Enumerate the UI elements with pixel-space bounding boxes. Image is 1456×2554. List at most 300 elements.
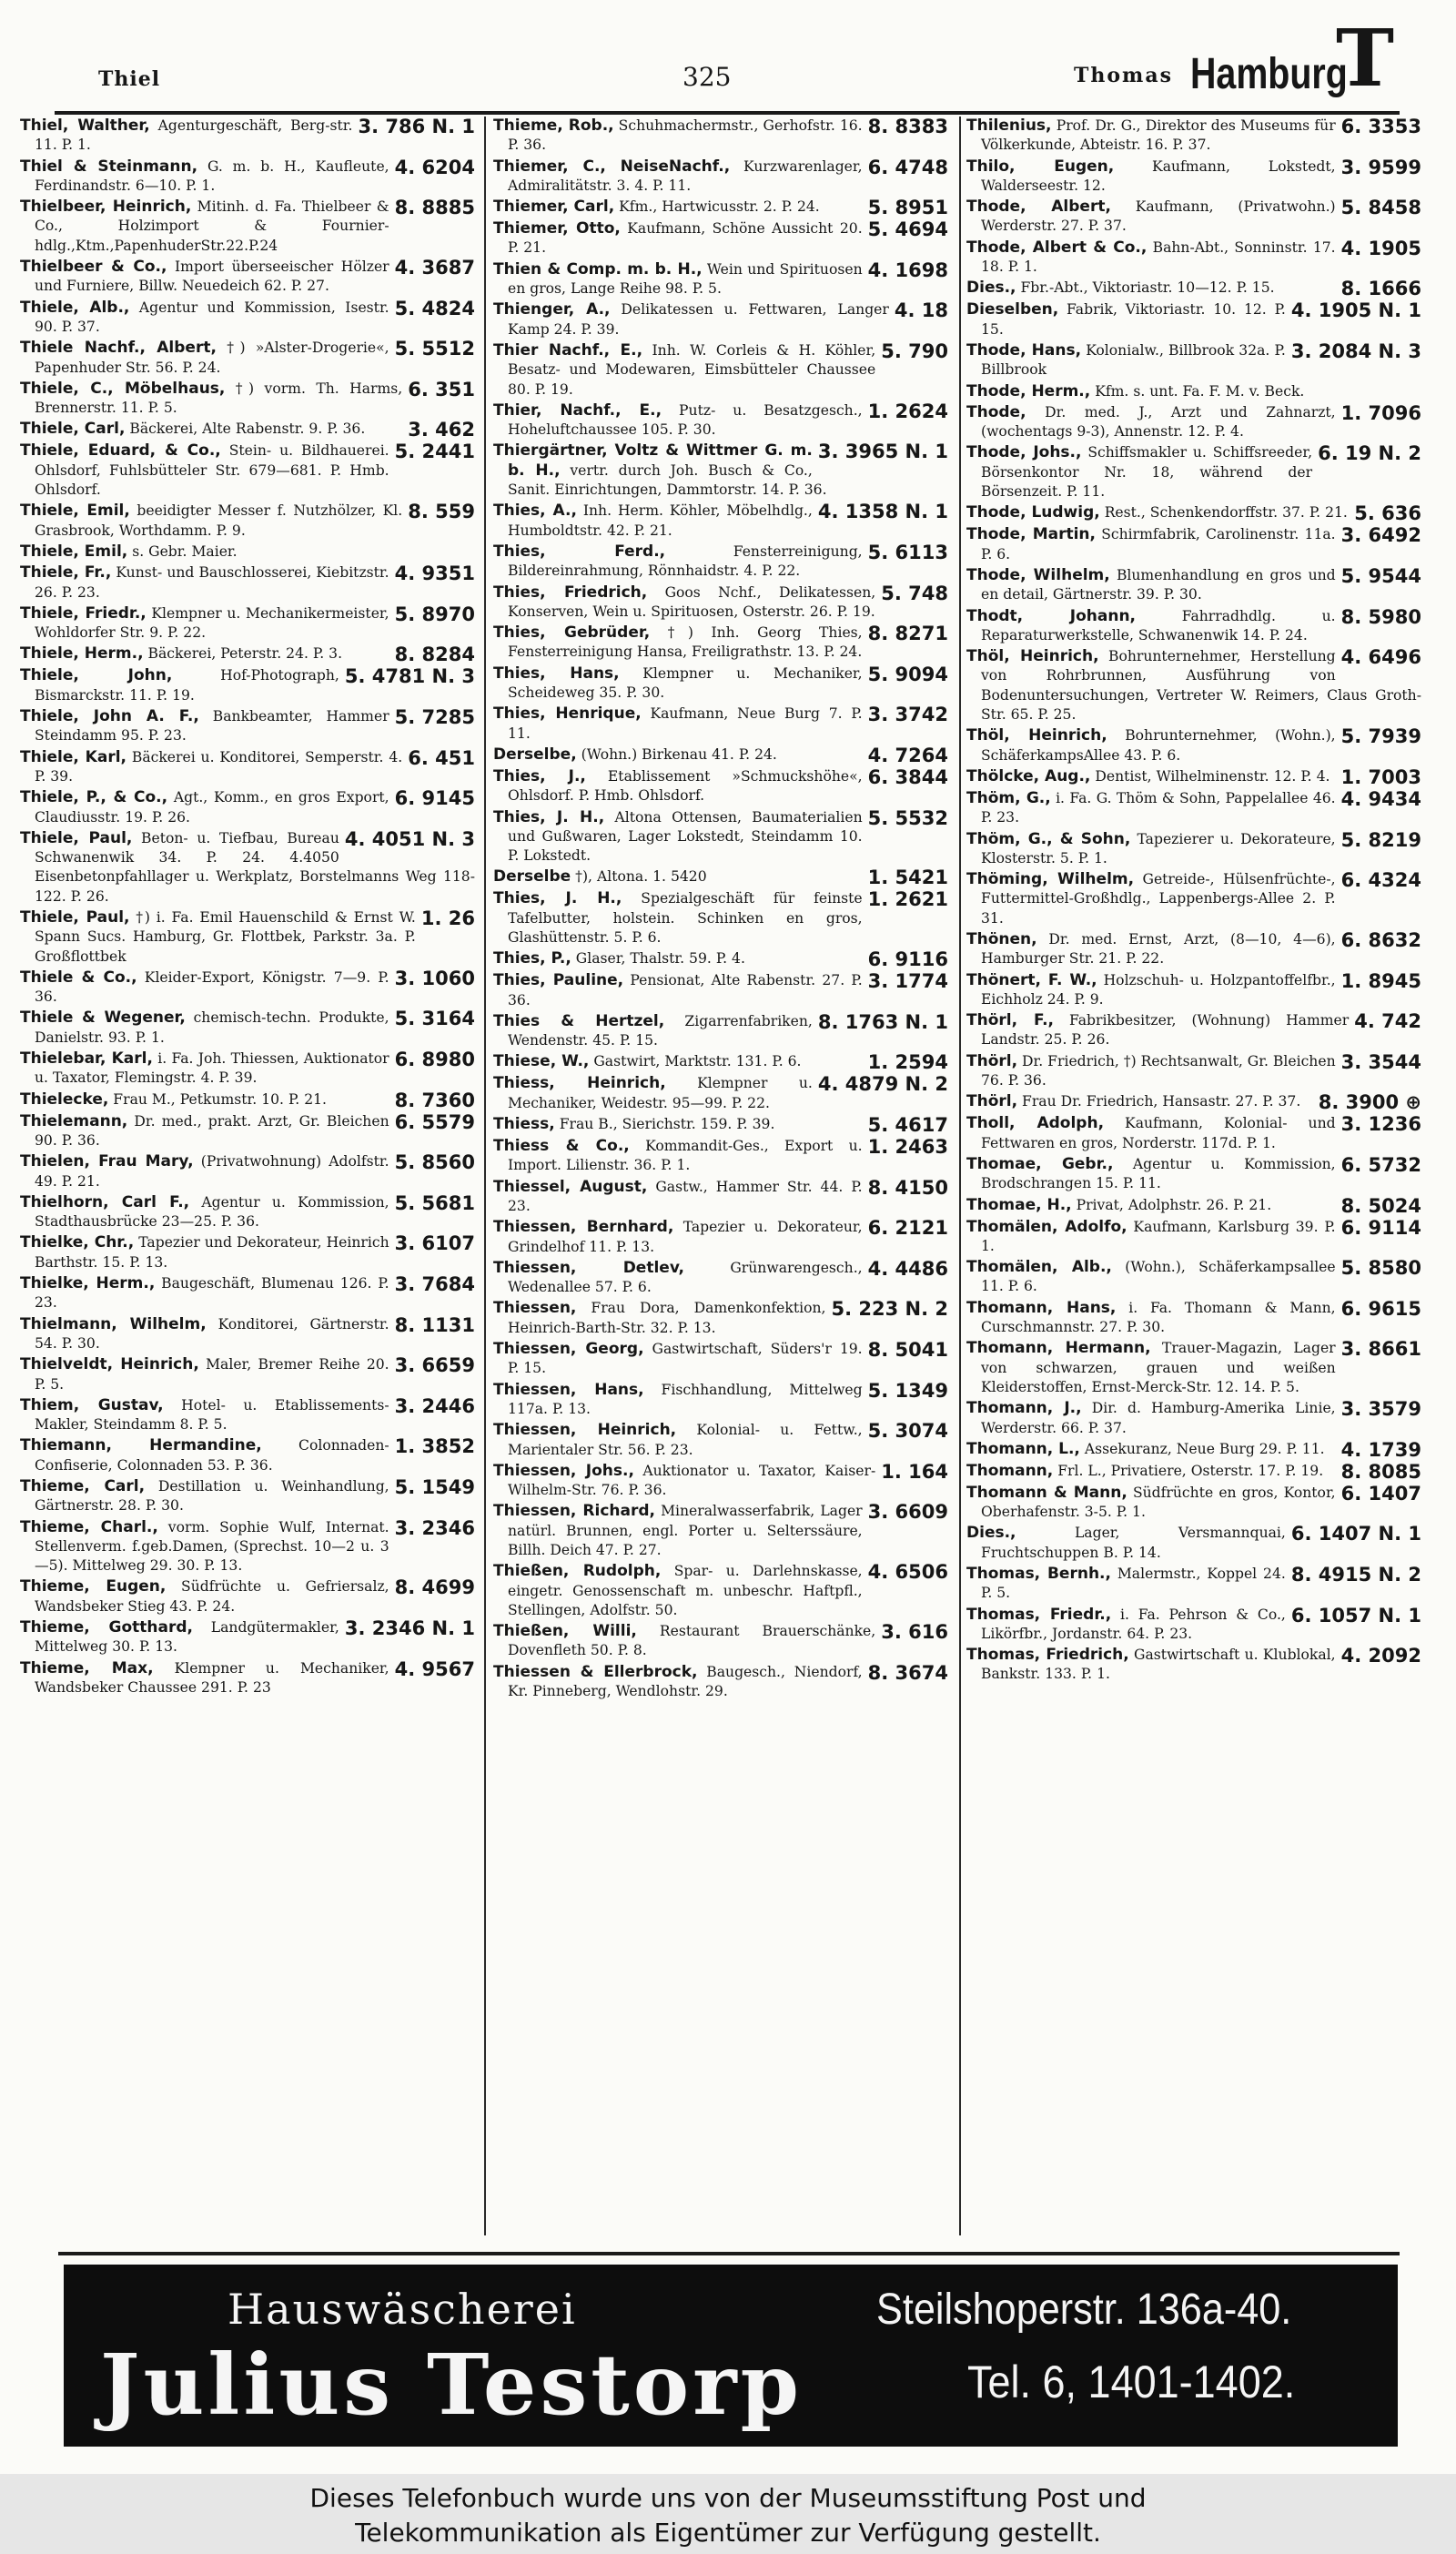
directory-entry: [20, 1274, 475, 1313]
entry-name: Thien & Comp. m. b. H.,: [493, 259, 703, 279]
entry-details: Kolonial- u. Fettw., Marientaler Str. 56. P. 23.: [508, 1422, 863, 1458]
entry-name: Thiel & Steinmann,: [20, 157, 198, 176]
directory-entry: [493, 1074, 948, 1113]
directory-entry: [20, 968, 475, 1008]
entry-name: Thiessen & Ellerbrock,: [493, 1662, 698, 1681]
entry-phone-number: 5. 7939: [1340, 725, 1421, 748]
entry-details: (Privatwohnung) Adolfstr. 49. P. 21.: [35, 1153, 389, 1190]
entry-name: Thies, Hans,: [493, 664, 620, 683]
entry-details: Hof-Photograph, Bismarckstr. 11. P. 19.: [35, 667, 339, 704]
entry-name: Thöl, Heinrich,: [966, 647, 1099, 666]
entry-phone-number: 4. 9351: [394, 562, 475, 585]
entry-name: Thomas, Bernh.,: [966, 1565, 1111, 1583]
entry-details: vorm. Sophie Wulf, Internat. Stellenverm. f.geb.Damen, (Sprechst. 10—2 u. 3—5). Mittelweg 29. 30. P. 13.: [35, 1518, 389, 1575]
entry-name: Thielbeer & Co.,: [20, 258, 167, 277]
directory-entry: [493, 1299, 948, 1338]
directory-entry: [493, 623, 948, 663]
directory-entry: [20, 748, 475, 787]
directory-entry: [966, 1011, 1421, 1050]
entry-phone-number: 5. 9094: [867, 663, 948, 685]
entry-name: Thiele, Paul,: [20, 828, 133, 847]
entry-phone-number: 4. 4051 N. 3: [344, 827, 475, 850]
entry-phone-number: 4. 18: [894, 299, 948, 322]
entry-phone-number: 1. 2463: [867, 1136, 948, 1159]
entry-name: Thier Nachf., E.,: [493, 340, 643, 360]
entry-details: †), Altona. 1. 5420: [575, 868, 707, 886]
directory-entry: [493, 157, 948, 197]
directory-entry: [20, 258, 475, 297]
directory-entry: [493, 401, 948, 441]
entry-phone-number: 4. 1905: [1340, 237, 1421, 259]
entry-phone-number: 6. 9116: [867, 948, 948, 971]
page-header: [27, 13, 1429, 107]
entry-phone-number: 5. 5681: [394, 1191, 475, 1214]
entry-phone-number: 1. 7096: [1340, 401, 1421, 424]
entry-phone-number: 6. 451: [408, 746, 475, 769]
entry-details: Blumenhandlung en gros und en detail, Gärtnerstr. 39. P. 30.: [981, 566, 1336, 603]
directory-entry: [20, 420, 475, 440]
entry-name: Thies, P.,: [493, 949, 571, 968]
entry-details: †) »Alster-Drogerie«, Papenhuder Str. 56. P. 24.: [35, 340, 389, 376]
entry-name: Thode, Johs.,: [966, 443, 1082, 462]
entry-name: Thiele, John A. F.,: [20, 707, 199, 726]
entry-phone-number: 6. 19 N. 2: [1318, 442, 1421, 465]
entry-phone-number: 8. 1131: [394, 1313, 475, 1336]
entry-phone-number: 4. 3687: [394, 257, 475, 279]
entry-name: Thies, Gebrüder,: [493, 623, 651, 643]
entry-details: Frau Dr. Friedrich, Hansastr. 27. P. 37.: [1022, 1093, 1301, 1110]
entry-phone-number: 3. 786 N. 1: [358, 117, 475, 137]
directory-entry: [20, 788, 475, 827]
column-divider: [959, 117, 961, 2235]
entry-phone-number: 8. 8085: [1340, 1460, 1421, 1483]
entry-phone-number: 1. 2621: [867, 888, 948, 911]
entry-name: Thomae, Gebr.,: [966, 1154, 1114, 1173]
entry-details: Holzschuh- u. Holzpantoffelfbr., Eichholz 24. P. 9.: [981, 971, 1336, 1008]
entry-phone-number: 5. 8951: [867, 197, 948, 219]
directory-entry: [493, 767, 948, 806]
entry-details: Destillation u. Weinhandlung, Gärtnerstr. 28. P. 30.: [35, 1478, 389, 1515]
entry-phone-number: 8. 7360: [394, 1089, 475, 1111]
entry-details: Tapezierer u. Dekorateure, Klosterstr. 5. P. 1.: [981, 830, 1336, 867]
directory-entry: [966, 1092, 1421, 1112]
entry-name: Thiele, P., & Co.,: [20, 788, 168, 807]
entry-phone-number: 8. 559: [408, 501, 475, 523]
entry-details: s. Gebr. Maier.: [132, 542, 238, 560]
entry-details: Bäckerei u. Konditorei, Semperstr. 4. P. 39.: [35, 748, 403, 785]
directory-entry: [966, 1052, 1421, 1091]
entry-name: Thiessen, Hans,: [493, 1380, 644, 1399]
entry-name: Thieme, Charl.,: [20, 1517, 158, 1536]
entry-details: Kaufmann, Karlsburg 39. P. 1.: [981, 1218, 1336, 1254]
directory-entry: [966, 341, 1421, 380]
entry-name: Thieme, Carl,: [20, 1477, 146, 1495]
entry-phone-number: 3. 9599: [1340, 156, 1421, 178]
entry-phone-number: 5. 790: [881, 340, 948, 362]
entry-details: Gastwirtschaft u. Klublokal, Bankstr. 133. P. 1.: [981, 1647, 1336, 1683]
entry-phone-number: 5. 5512: [394, 338, 475, 360]
entry-details: Grünwarengesch., Wedenallee 57. P. 6.: [508, 1259, 863, 1296]
entry-phone-number: 3. 1236: [1340, 1113, 1421, 1136]
entry-name: Thiessen,: [493, 1299, 577, 1318]
directory-entry: [20, 1193, 475, 1232]
directory-entry: [966, 279, 1421, 299]
entry-phone-number: 6. 5579: [394, 1110, 475, 1133]
directory-entry: [493, 1663, 948, 1702]
entry-details: Dr. med. Ernst, Arzt, (8—10, 4—6), Hamburger Str. 21. P. 22.: [981, 930, 1336, 968]
entry-name: Thomann, Hermann,: [966, 1339, 1151, 1358]
entry-phone-number: 6. 1407 N. 1: [1290, 1523, 1421, 1546]
entry-details: Inh. Herm. Köhler, Möbelhdlg., Humboldtstr. 42. P. 21.: [508, 502, 813, 539]
column-divider: [484, 117, 486, 2235]
directory-entry: [966, 443, 1421, 502]
entry-name: Thies, Pauline,: [493, 971, 624, 990]
entry-details: Kfm. s. unt. Fa. F. M. v. Beck.: [1095, 382, 1305, 400]
directory-entry: [20, 198, 475, 256]
entry-name: Thode, Herm.,: [966, 381, 1091, 400]
directory-entry: [966, 157, 1421, 197]
entry-details: Delikatessen u. Fettwaren, Langer Kamp 24. P. 39.: [508, 301, 889, 338]
entry-details: chemisch-techn. Produkte, Danielstr. 93. P. 1.: [35, 1009, 389, 1046]
entry-details: Auktionator u. Taxator, Kaiser-Wilhelm-Str. 76. P. 36.: [508, 1462, 876, 1499]
directory-entry: [966, 1484, 1421, 1523]
directory-entry: [966, 238, 1421, 278]
entry-phone-number: 3. 3965 N. 1: [817, 441, 948, 463]
entry-details: Stein- u. Bildhauerei. Ohlsdorf, Fuhlsbütteler Str. 679—681. P. Hmb. Ohlsdorf.: [35, 442, 389, 499]
entry-name: Thielveldt, Heinrich,: [20, 1355, 199, 1374]
entry-phone-number: 6. 9114: [1340, 1216, 1421, 1239]
entry-name: Thiele, C., Möbelhaus,: [20, 379, 226, 398]
page-number: 325: [682, 62, 732, 92]
directory-entry: [493, 219, 948, 258]
entry-details: Frau B., Sierichstr. 159. P. 39.: [559, 1116, 775, 1133]
entry-name: Thieme, Rob.,: [493, 117, 614, 135]
entry-phone-number: 8. 8271: [867, 623, 948, 645]
entry-details: Kfm., Hartwicusstr. 2. P. 24.: [619, 198, 820, 216]
entry-name: Thier, Nachf., E.,: [493, 400, 662, 420]
directory-entry: [20, 1518, 475, 1576]
entry-details: Klempner u. Mechaniker, Scheideweg 35. P. 30.: [508, 664, 863, 702]
directory-entry: [966, 1462, 1421, 1482]
entry-name: Thöming, Wilhelm,: [966, 870, 1135, 889]
entry-name: Thöm, G., & Sohn,: [966, 829, 1131, 848]
entry-name: Thiele & Co.,: [20, 968, 137, 987]
entry-name: Thiemer, C., NeiseNachf.,: [493, 157, 731, 176]
entry-name: Thiessen, Georg,: [493, 1340, 644, 1359]
entry-details: Agentur u. Kommission, Brodschrangen 15. P. 11.: [981, 1155, 1336, 1192]
entry-name: Thode, Albert & Co.,: [966, 238, 1148, 257]
entry-phone-number: 4. 1358 N. 1: [817, 501, 948, 523]
directory-entry: [493, 889, 948, 948]
directory-entry: [493, 1462, 948, 1501]
entry-details: Agentur und Kommission, Isestr. 90. P. 37.: [35, 299, 389, 335]
entry-details: Hotel- u. Etablissements-Makler, Steindamm 8. P. 5.: [35, 1396, 389, 1434]
entry-phone-number: 6. 4324: [1340, 869, 1421, 892]
directory-entry: [493, 542, 948, 582]
entry-phone-number: 6. 3844: [867, 765, 948, 788]
directory-entry: [493, 808, 948, 867]
directory-entry: [20, 908, 475, 967]
entry-phone-number: 5. 8458: [1340, 197, 1421, 219]
entry-phone-number: 8. 5041: [867, 1339, 948, 1362]
directory-entry: [20, 1659, 475, 1698]
entry-phone-number: 1. 2624: [867, 400, 948, 422]
entry-details: Fabrik, Viktoriastr. 10. 12. P. 15.: [981, 301, 1286, 338]
entry-details: i. Fa. Joh. Thiessen, Auktionator u. Taxator, Flemingstr. 4. P. 39.: [35, 1050, 389, 1087]
entry-name: Thiele, Alb.,: [20, 298, 130, 317]
entry-name: Thies, J. H.,: [493, 807, 605, 826]
directory-entry: [493, 1340, 948, 1379]
entry-phone-number: 8. 8383: [867, 117, 948, 137]
entry-details: Rest., Schenkendorffstr. 37. P. 21.: [1104, 504, 1348, 522]
entry-details: Kaufmann, Lokstedt, Walderseestr. 12.: [981, 157, 1336, 194]
entry-phone-number: 8. 3900 ⊕: [1318, 1091, 1421, 1114]
directory-entry: [20, 542, 475, 562]
entry-name: Thieme, Gotthard,: [20, 1618, 193, 1637]
directory-entry: [20, 563, 475, 603]
entry-phone-number: 5. 1349: [867, 1379, 948, 1402]
directory-entry: [966, 1399, 1421, 1438]
entry-phone-number: 6. 4748: [867, 156, 948, 178]
directory-entry: [966, 198, 1421, 237]
entry-phone-number: 6. 5732: [1340, 1153, 1421, 1176]
entry-name: Thiele, Herm.,: [20, 644, 144, 664]
entry-phone-number: 1. 2594: [867, 1051, 948, 1074]
directory-entry: [966, 726, 1421, 765]
directory-entry: [966, 1196, 1421, 1216]
entry-details: Etablissement »Schmuckshöhe«, Ohlsdorf. P. Hmb. Ohlsdorf.: [508, 767, 863, 805]
entry-details: i. Fa. G. Thöm & Sohn, Pappelallee 46. P. 23.: [981, 789, 1336, 826]
entry-name: Thiemer, Carl,: [493, 198, 615, 217]
directory-entry: [966, 1258, 1421, 1297]
directory-entry: [493, 300, 948, 340]
entry-details: Frau Dora, Damenkonfektion, Heinrich-Barth-Str. 32. P. 13.: [508, 1300, 826, 1336]
directory-entry: [493, 1622, 948, 1661]
entry-details: Bankbeamter, Hammer Steindamm 95. P. 23.: [35, 708, 389, 745]
entry-name: Thies, Ferd.,: [493, 542, 666, 561]
entry-details: (Wohn.), Schäferkampsallee 11. P. 6.: [981, 1259, 1336, 1295]
entry-details: Klempner u. Mechanikermeister, Wohldorfer Str. 9. P. 22.: [35, 604, 389, 642]
entry-details: i. Fa. Thomann & Mann, Curschmannstr. 27. P. 30.: [981, 1299, 1336, 1336]
entry-name: Thies, Henrique,: [493, 704, 642, 724]
entry-name: Thiese, W.,: [493, 1052, 590, 1071]
entry-name: Thode, Hans,: [966, 340, 1082, 360]
entry-details: Bohrunternehmer, (Wohn.), SchäferkampsAllee 43. P. 6.: [981, 727, 1336, 764]
entry-phone-number: 5. 636: [1354, 502, 1421, 525]
entry-name: Thomann, L.,: [966, 1439, 1080, 1458]
entry-details: Landgütermakler, Mittelweg 30. P. 13.: [35, 1619, 339, 1656]
directory-entry: [966, 607, 1421, 646]
directory-entry: [493, 704, 948, 744]
directory-entry: [20, 157, 475, 197]
directory-entry: [493, 117, 948, 156]
entry-details: Frau M., Petkumstr. 10. P. 21.: [113, 1090, 327, 1108]
ad-phone: Tel. 6, 1401-1402.: [967, 2356, 1296, 2407]
entry-phone-number: 4. 9434: [1340, 787, 1421, 810]
entry-name: Thomann, J.,: [966, 1399, 1082, 1418]
entry-details: Dir. d. Hamburg-Amerika Linie, Werderstr. 66. P. 37.: [981, 1400, 1336, 1436]
entry-details: Dr. med., prakt. Arzt, Gr. Bleichen 90. P. 36.: [35, 1112, 389, 1149]
entry-name: Thiergärtner, Voltz & Wittmer G. m. b. H.,: [493, 441, 813, 480]
directory-entry: [493, 260, 948, 299]
entry-phone-number: 5. 8970: [394, 603, 475, 625]
entry-details: Südfrüchte en gros, Kontor, Oberhafenstr. 3-5. P. 1.: [981, 1484, 1336, 1521]
entry-name: Thiele, Paul,: [20, 907, 130, 927]
entry-phone-number: 3. 6492: [1340, 524, 1421, 547]
entry-phone-number: 4. 9567: [394, 1657, 475, 1680]
entry-phone-number: 6. 8980: [394, 1049, 475, 1071]
entry-name: Thielhorn, Carl F.,: [20, 1192, 190, 1211]
entry-details: Putz- u. Besatzgesch., Hoheluftchaussee 105. P. 30.: [508, 401, 863, 439]
entry-phone-number: 8. 5024: [1340, 1194, 1421, 1217]
entry-name: Thörl,: [966, 1051, 1018, 1070]
entry-phone-number: 3. 462: [408, 419, 475, 441]
header-city: Hamburg: [1190, 50, 1348, 98]
directory-entry: [493, 1381, 948, 1420]
entry-phone-number: 6. 9615: [1340, 1297, 1421, 1320]
directory-entry: [20, 1049, 475, 1089]
entry-details: Beton- u. Tiefbau, Bureau Schwanenwik 34. P. 24. 4.4050 Eisenbetonpfahllager u. Werkplatz, Borstelmanns Weg 118-122. P. 26.: [35, 829, 475, 905]
entry-phone-number: 5. 6113: [867, 541, 948, 563]
entry-name: Thielmann, Wilhelm,: [20, 1314, 207, 1333]
entry-name: Thörl, F.,: [966, 1011, 1054, 1030]
entry-details: Kommandit-Ges., Export u. Import. Lilienstr. 36. P. 1.: [508, 1138, 863, 1174]
directory-entry: [493, 1178, 948, 1217]
entry-phone-number: 5. 4617: [867, 1114, 948, 1137]
directory-entry: [493, 1562, 948, 1620]
entry-phone-number: 1. 164: [881, 1460, 948, 1483]
directory-entry: [20, 666, 475, 705]
entry-details: Konditorei, Gärtnerstr. 54. P. 30.: [35, 1315, 389, 1352]
directory-entry: [20, 1355, 475, 1394]
directory-entry: [966, 647, 1421, 725]
entry-name: Thilenius,: [966, 117, 1052, 135]
header-letter: T: [1336, 13, 1394, 105]
entry-details: Baugesch., Niendorf, Kr. Pinneberg, Wendlohstr. 29.: [508, 1663, 863, 1700]
directory-entry: [966, 1565, 1421, 1604]
entry-phone-number: 4. 1698: [867, 258, 948, 281]
entry-details: Schiffsmakler u. Schiffsreeder, Börsenkontor Nr. 18, während der Börsenzeit. P. 11.: [981, 444, 1313, 501]
entry-details: Kunst- und Bauschlosserei, Kiebitzstr. 26. P. 23.: [35, 564, 389, 601]
entry-details: Fbr.-Abt., Viktoriastr. 10—12. P. 15.: [1020, 279, 1275, 297]
entry-details: Schirmfabrik, Carolinenstr. 11a. P. 6.: [981, 526, 1336, 562]
entry-name: Thieme, Max,: [20, 1658, 154, 1677]
entry-name: Thiessen, Bernhard,: [493, 1218, 674, 1237]
entry-name: Thiess, Heinrich,: [493, 1074, 666, 1093]
directory-entry: [20, 1396, 475, 1435]
entry-name: Thies, J. H.,: [493, 889, 622, 908]
directory-entry: [493, 502, 948, 541]
directory-entry: [966, 117, 1421, 156]
directory-entry: [966, 566, 1421, 605]
directory-entry: [493, 867, 948, 887]
entry-name: Thomann,: [966, 1461, 1054, 1480]
column-3: [966, 117, 1421, 2237]
entry-phone-number: 1. 7003: [1340, 765, 1421, 788]
entry-name: Thomae, H.,: [966, 1195, 1072, 1214]
directory-entry: [966, 382, 1421, 401]
entry-name: Thörl,: [966, 1092, 1018, 1111]
directory-entry: [966, 525, 1421, 564]
entry-phone-number: 6. 1057 N. 1: [1290, 1604, 1421, 1627]
entry-name: Thiele, Emil,: [20, 542, 128, 561]
entry-name: Thiessen, Detlev,: [493, 1258, 684, 1277]
directory-entry: [20, 380, 475, 419]
entry-phone-number: 5. 4824: [394, 297, 475, 319]
entry-phone-number: 3. 2084 N. 3: [1290, 340, 1421, 362]
entry-details: Frl. L., Privatiere, Osterstr. 17. P. 19.: [1057, 1462, 1324, 1479]
entry-name: Thöl, Heinrich,: [966, 726, 1107, 745]
entry-details: Colonnaden-Confiserie, Colonnaden 53. P. 36.: [35, 1437, 389, 1474]
header-rule: [55, 111, 1400, 115]
entry-details: Goos Nchf., Delikatessen, Konserven, Wein u. Spirituosen, Osterstr. 26. P. 19.: [508, 583, 876, 620]
directory-entry: [20, 1090, 475, 1110]
header-last-name: Thomas: [1074, 64, 1173, 87]
entry-details: Bäckerei, Alte Rabenstr. 9. P. 36.: [129, 421, 366, 438]
entry-name: Thiele, Eduard, & Co.,: [20, 441, 221, 461]
directory-entry: [493, 971, 948, 1010]
entry-details: Zigarrenfabriken, Wendenstr. 45. P. 15.: [508, 1012, 813, 1049]
ad-business-type: Hauswäscherei: [228, 2285, 577, 2334]
directory-entry: [20, 1008, 475, 1048]
directory-entry: [493, 1421, 948, 1460]
entry-details: Prof. Dr. G., Direktor des Museums für Völkerkunde, Abteistr. 16. P. 37.: [981, 117, 1336, 154]
entry-phone-number: 6. 8632: [1340, 928, 1421, 951]
entry-name: Thomann & Mann,: [966, 1483, 1127, 1502]
entry-phone-number: 4. 6496: [1340, 646, 1421, 669]
entry-details: Fahrradhdlg. u. Reparaturwerkstelle, Schwanenwik 14. P. 24.: [981, 607, 1336, 644]
entry-details: Spezialgeschäft für feinste Tafelbutter, holstein. Schinken en gros, Glashüttenstr. 5. P. 6.: [508, 890, 863, 946]
entry-name: Thomas, Friedr.,: [966, 1605, 1112, 1624]
entry-phone-number: 6. 351: [408, 378, 475, 400]
directory-entry: [966, 971, 1421, 1010]
directory-entry: [966, 870, 1421, 928]
entry-phone-number: 3. 6609: [867, 1501, 948, 1524]
directory-entry: [20, 117, 475, 156]
entry-name: Thiessen, Johs.,: [493, 1461, 634, 1480]
entry-phone-number: 4. 4879 N. 2: [817, 1073, 948, 1096]
directory-entry: [20, 1436, 475, 1475]
entry-phone-number: 1. 5421: [867, 867, 948, 889]
entry-details: Mitinh. d. Fa. Thielbeer & Co., Holzimport & Fournier-hdlg.,Ktm.,PapenhuderStr.22.P.24: [35, 198, 389, 254]
entry-phone-number: 5. 4781 N. 3: [344, 665, 475, 688]
entry-phone-number: 3. 3544: [1340, 1050, 1421, 1073]
directory-entry: [20, 441, 475, 500]
entry-phone-number: 4. 7264: [867, 744, 948, 766]
entry-phone-number: 5. 8560: [394, 1151, 475, 1174]
directory-entry: [20, 1618, 475, 1657]
entry-phone-number: 3. 2346 N. 1: [344, 1617, 475, 1640]
entry-name: Thodt, Johann,: [966, 606, 1137, 625]
entry-details: Inh. W. Corleis & H. Köhler, Besatz- und Modewaren, Eimsbütteler Chaussee 80. P. 19.: [508, 341, 876, 398]
directory-entry: [966, 830, 1421, 869]
entry-phone-number: 4. 742: [1354, 1010, 1421, 1033]
directory-entry: [493, 1137, 948, 1176]
entry-details: (Wohn.) Birkenau 41. P. 24.: [581, 745, 777, 763]
entry-details: Getreide-, Hülsenfrüchte-, Futtermittel-Großhdlg., Lappenbergs-Allee 2. P. 31.: [981, 871, 1336, 927]
ad-business-name: Julius Testorp: [100, 2336, 803, 2434]
entry-details: Kolonialw., Billbrook 32a. P. Billbrook: [981, 341, 1286, 379]
directory-entry: [493, 583, 948, 623]
entry-name: Thode, Wilhelm,: [966, 565, 1110, 584]
directory-entry: [20, 707, 475, 746]
entry-details: Spar- u. Darlehnskasse, eingetr. Genossenschaft m. unbeschr. Haftpfl., Stellingen, Adolfstr. 50.: [508, 1563, 863, 1618]
directory-entry: [493, 949, 948, 969]
entry-details: Wein und Spirituosen en gros, Lange Reihe 98. P. 5.: [508, 260, 863, 298]
entry-phone-number: 3. 3742: [867, 704, 948, 726]
entry-phone-number: 3. 616: [881, 1621, 948, 1644]
entry-name: Thode, Ludwig,: [966, 503, 1100, 522]
